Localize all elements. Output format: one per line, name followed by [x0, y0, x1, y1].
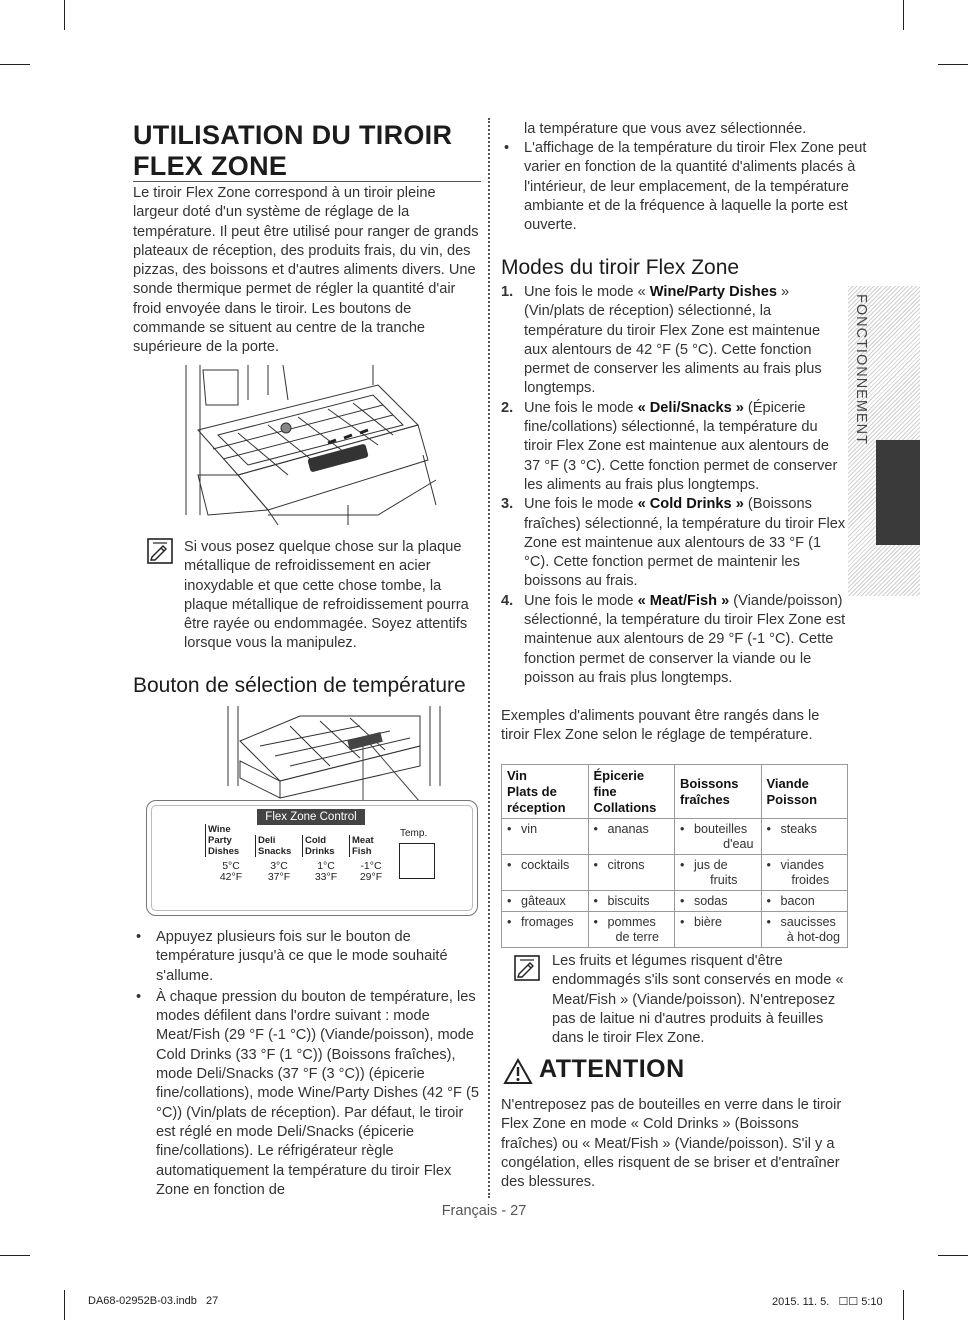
mode-label: Wine: [208, 824, 231, 835]
table-cell: [761, 855, 848, 891]
continuation-text: la température que vous avez sélectionnée.: [524, 121, 807, 137]
bullet-item: • Appuyez plusieurs fois sur le bouton de température jusqu'à ce que le mode souhaité s'allume.: [133, 928, 479, 986]
mode-temp-readout: [211, 861, 251, 883]
mode-text: Une fois le mode «: [524, 284, 650, 300]
page-number: Français - 27: [441, 1203, 527, 1219]
mode-temp-readout: [351, 861, 391, 883]
mode-text: (Viande/poisson) sélectionné, la température du tiroir Flex Zone est maintenue aux alentours de 29 °F (-1 °C). Cette fonction permet de conserver la viande ou le poisson au frais plus longtemps.: [524, 592, 846, 686]
cell-text: • biscuits: [594, 894, 670, 909]
mode-meat-fish: [349, 835, 396, 857]
mode-temp-readout: [306, 861, 346, 883]
cell-text: • citrons: [594, 858, 670, 873]
table-cell: [761, 891, 848, 912]
mode-label: Drinks: [305, 846, 335, 857]
table-cell: [502, 912, 589, 948]
table-header: Viande Poisson: [761, 765, 848, 819]
drawer-control-illustration: [220, 706, 450, 806]
warning-triangle-icon: [503, 1058, 533, 1085]
cell-text: • sodas: [680, 894, 756, 909]
cell-text: • steaks: [767, 822, 843, 837]
item-number: 1.: [501, 284, 514, 300]
temp-fahrenheit: 29°F: [359, 871, 383, 883]
mode-label: Fish: [352, 846, 372, 857]
cell-text: saucisses: [780, 915, 836, 929]
crop-mark: [938, 1255, 968, 1256]
column-divider: [488, 118, 490, 1198]
page-title: UTILISATION DU TIROIR FLEX ZONE: [133, 120, 453, 181]
table-cell: [588, 855, 675, 891]
temp-bullets: [133, 928, 479, 1200]
side-tab-label: FONCTIONNEMENT: [853, 294, 869, 445]
mode-label: Cold: [305, 835, 327, 846]
cell-text: fruits: [710, 873, 738, 887]
modes-title: Modes du tiroir Flex Zone: [501, 256, 740, 279]
temp-celsius: 5°C: [222, 860, 240, 872]
cell-text: • gâteaux: [507, 894, 583, 909]
table-row: [502, 855, 848, 891]
attention-title: ATTENTION: [539, 1055, 685, 1083]
mode-item: [501, 495, 847, 591]
mode-deli-snacks: [255, 835, 302, 857]
table-cell: [502, 819, 589, 855]
modes-list: [501, 283, 847, 688]
mode-temp-readout: [259, 861, 299, 883]
cell-text: • vin: [507, 822, 583, 837]
table-header: Épicerie fine Collations: [588, 765, 675, 819]
temp-button[interactable]: [399, 843, 435, 879]
flex-zone-control-panel: [146, 800, 478, 916]
temp-fahrenheit: 33°F: [314, 871, 338, 883]
cell-text: • cocktails: [507, 858, 583, 873]
temp-fahrenheit: 42°F: [219, 871, 243, 883]
temp-section-title: Bouton de sélection de température: [133, 674, 466, 697]
note-icon: [514, 955, 540, 981]
table-row: [502, 891, 848, 912]
cell-text: • bacon: [767, 894, 843, 909]
panel-temp-label: Temp.: [400, 828, 428, 839]
table-cell: [761, 819, 848, 855]
crop-mark: [0, 1255, 30, 1256]
cell-text: de terre: [615, 930, 659, 944]
mode-text: (Épicerie fine/collations) sélectionné, la température du tiroir Flex Zone est maintenue aux alentours de 37 °F (3 °C). Cette fonction permet de conserver les aliments au frais plus longtemps.: [524, 399, 838, 493]
mode-item: [501, 283, 847, 399]
cell-text: • bière: [680, 915, 756, 930]
cell-text: d'eau: [723, 837, 754, 851]
crop-mark: [903, 0, 904, 30]
cell-text: pommes: [607, 915, 656, 929]
attention-text: N'entreposez pas de bouteilles en verre dans le tiroir Flex Zone en mode « Cold Drinks » (Boissons fraîches) ou « Meat/Fish » (Viande/poisson). S'il y a congélation, elles risquent de se briser et d'entraîner des blessures.: [501, 1097, 842, 1191]
table-cell: [675, 855, 762, 891]
mode-text: (Boissons fraîches) sélectionné, la température du tiroir Flex Zone est maintenue aux alentours de 33 °F (1 °C). Cette fonction permet de maintenir les boissons au frais.: [524, 496, 846, 590]
mode-text: Une fois le mode: [524, 592, 638, 609]
cell-text: viandes: [780, 858, 824, 872]
cell-text: • fromages: [507, 915, 583, 930]
note-fruits-vegetables: Les fruits et légumes risquent d'être endommagés s'ils sont conservés en mode « Meat/Fish » (Viande/poisson). N'entreposez pas de laitue ni d'autres produits à feuilles dans le tiroir Flex Zone.: [552, 953, 844, 1047]
mode-cold-drinks: [302, 835, 349, 857]
crop-mark: [64, 1290, 65, 1320]
mode-item: [501, 399, 847, 495]
title-rule: [133, 181, 481, 182]
table-cell: [588, 912, 675, 948]
crop-mark: [0, 64, 30, 65]
mode-name: « Deli/Snacks »: [637, 399, 744, 416]
cell-text: à hot-dog: [786, 930, 840, 944]
item-number: 4.: [501, 592, 514, 609]
temp-celsius: 1°C: [317, 860, 335, 872]
table-row: [502, 912, 848, 948]
mode-label: Meat: [352, 835, 374, 846]
intro-paragraph: Le tiroir Flex Zone correspond à un tiroir pleine largeur doté d'un système de réglage de la température. Il peut être utilisé pour ranger de grands plateaux de réception, des produits frais, du vin, des pizzas, des boissons et d'autres aliments divers. Une sonde thermique permet de régler la quantité d'air froid envoyée dans le tiroir. Les boutons de commande se situent au centre de la tranche supérieure de la porte.: [133, 185, 479, 356]
crop-mark: [64, 0, 65, 30]
mode-name: « Cold Drinks »: [637, 496, 744, 513]
table-cell: [502, 891, 589, 912]
side-tab-marker: [876, 440, 920, 545]
table-cell: [675, 891, 762, 912]
mode-label: Deli: [258, 835, 276, 846]
table-header: Vin Plats de réception: [502, 765, 589, 819]
temp-celsius: 3°C: [270, 860, 288, 872]
item-number: 3.: [501, 496, 514, 513]
mode-label: Party: [208, 835, 232, 846]
mode-name: « Meat/Fish »: [637, 592, 730, 609]
cell-text: jus de: [694, 858, 728, 872]
table-cell: [675, 819, 762, 855]
panel-title: Flex Zone Control: [257, 809, 365, 825]
food-examples-table: [501, 764, 848, 948]
footer-date: 2015. 11. 5. ☐☐ 5:10: [772, 1296, 883, 1308]
table-cell: [588, 891, 675, 912]
crop-mark: [938, 64, 968, 65]
mode-item: [501, 592, 847, 688]
table-header: Boissons fraîches: [675, 765, 762, 819]
temp-fahrenheit: 37°F: [267, 871, 291, 883]
mode-label: Dishes: [208, 846, 240, 857]
examples-intro: Exemples d'aliments pouvant être rangés dans le tiroir Flex Zone selon le réglage de température.: [501, 708, 820, 744]
bullet-item: • L'affichage de la température du tiroir Flex Zone peut varier en fonction de la quantité d'aliments placés à l'intérieur, de leur emplacement, de la température ambiante et de la fréquence à laquelle la porte est ouverte.: [501, 139, 869, 235]
mode-text: Une fois le mode: [524, 496, 638, 513]
mode-wine-party: [205, 824, 256, 857]
crop-mark: [903, 1290, 904, 1320]
table-cell: [761, 912, 848, 948]
cell-text: bouteilles: [694, 822, 748, 836]
table-cell: [502, 855, 589, 891]
flex-zone-drawer-illustration: [178, 365, 438, 525]
cell-text: froides: [791, 873, 830, 887]
note-icon: [147, 538, 173, 564]
item-number: 2.: [501, 399, 514, 416]
note-metal-plate: Si vous posez quelque chose sur la plaque métallique de refroidissement en acier inoxydable et que cette chose tombe, la plaque métallique de refroidissement pourra être rayée ou endommagée. Soyez attentifs lorsque vous la manipulez.: [184, 539, 469, 652]
mode-label: Snacks: [258, 846, 292, 857]
footer-file: DA68-02952B-03.indb 27: [88, 1295, 219, 1307]
table-cell: [588, 819, 675, 855]
table-cell: [675, 912, 762, 948]
mode-text: Une fois le mode: [524, 399, 638, 416]
table-row: [502, 819, 848, 855]
temp-celsius: -1°C: [360, 860, 382, 872]
cell-text: • ananas: [594, 822, 670, 837]
mode-name: Wine/Party Dishes: [649, 284, 777, 300]
mode-text: » (Vin/plats de réception) sélectionné, la température du tiroir Flex Zone est maintenue aux alentours de 42 °F (5 °C). Cette fonction permet de conserver les aliments au frais plus longtemps.: [524, 284, 822, 397]
bullet-item: • À chaque pression du bouton de température, les modes défilent dans l'ordre suivant : mode Meat/Fish (29 °F (-1 °C)) (Viande/poisson), mode Cold Drinks (33 °F (1 °C)) (Boissons fraîches), mode Deli/Snacks (37 °F (3 °C)) (épicerie fine/collations), mode Wine/Party Dishes (42 °F (5 °C)) (Vin/plats de réception). Par défaut, le tiroir est réglé en mode Deli/Snacks (épicerie fine/collations). Le réfrigérateur règle automatiquement la température du tiroir Flex Zone en fonction de: [133, 988, 479, 1200]
